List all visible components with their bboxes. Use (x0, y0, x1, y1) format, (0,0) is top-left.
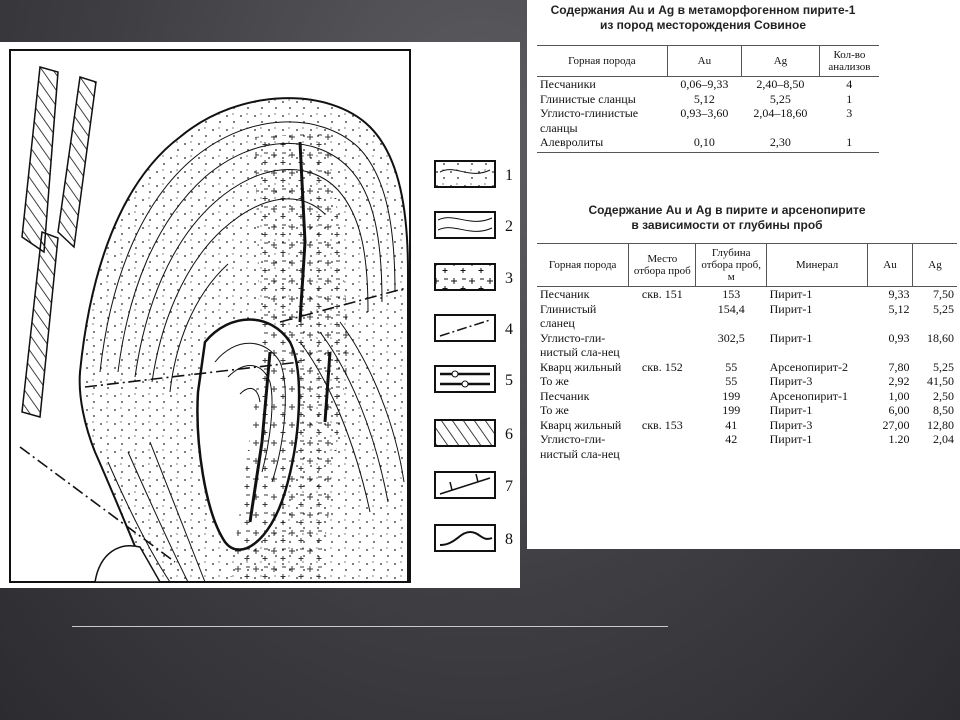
cell-ag: 5,25 (933, 301, 954, 316)
cell-mineral: Арсенопирит-1 (769, 388, 849, 403)
table-row (537, 403, 957, 418)
table1-header-rock: Горная порода (537, 46, 667, 77)
cell-au: 5,12 (888, 301, 910, 316)
cell-depth: 302,5 (717, 330, 745, 345)
cell-mineral: Пирит-1 (769, 432, 813, 446)
hatched-dike-1 (22, 67, 58, 252)
cell-rock: То же (540, 374, 569, 388)
cell-rock: Алевролиты (537, 135, 667, 152)
cell-au: 9,33 (888, 287, 910, 301)
cell-au: 0,93–3,60 (680, 106, 729, 120)
legend-item-6 (435, 420, 513, 446)
geological-map-svg (0, 42, 520, 588)
table-row (537, 389, 957, 404)
cell-ag: 5,25 (769, 91, 791, 106)
cell-rock: Песчаник (540, 388, 590, 403)
table2-header-au: Au (868, 244, 913, 287)
legend-item-1 (435, 161, 513, 187)
table1-header-au: Au (667, 46, 741, 77)
cell-place (629, 374, 696, 389)
cell-ag: 2,40–8,50 (756, 77, 805, 91)
cell-au: 1.20 (888, 432, 910, 446)
tables-panel (527, 0, 960, 549)
cell-mineral: Пирит-1 (769, 403, 813, 417)
cell-ag: 12,80 (927, 417, 954, 432)
cell-mineral: Арсенопирит-2 (769, 359, 849, 374)
cell-count: 3 (846, 106, 853, 120)
cell-rock: Углисто-глинистые сланцы (540, 106, 639, 135)
cell-depth: 55 (725, 374, 738, 388)
table-row (537, 331, 957, 360)
cell-rock: То же (540, 403, 569, 417)
table1-header-count: Кол-во анализов (819, 46, 879, 77)
table-row (537, 302, 957, 331)
table-row (537, 418, 957, 433)
cell-rock: Кварц жильный (540, 359, 622, 374)
table-row (537, 92, 879, 107)
legend-item-2 (435, 212, 513, 238)
cell-place (629, 389, 696, 404)
cell-ag: 2,04–18,60 (753, 106, 808, 120)
cell-place: скв. 153 (641, 417, 683, 432)
cell-place (629, 302, 696, 331)
table2-header-mineral: Минерал (767, 244, 868, 287)
legend-label-2: 2 (505, 218, 513, 235)
legend-label-6: 6 (505, 426, 513, 443)
cell-depth: 199 (722, 388, 741, 403)
table-row (537, 432, 957, 461)
cell-count: 1 (846, 91, 853, 106)
table-row (537, 106, 879, 135)
cell-ag: 2,04 (933, 432, 954, 446)
table1-title-line1: Содержания Au и Ag в метаморфогенном пирите-1 (550, 3, 856, 17)
table2-title-line2: в зависимости от глубины проб (631, 218, 823, 232)
cell-mineral: Пирит-1 (769, 330, 813, 345)
legend-label-3: 3 (505, 270, 513, 287)
table2-header-row (537, 244, 957, 287)
table1 (537, 45, 879, 153)
legend-item-4 (435, 315, 513, 341)
cell-depth: 41 (725, 417, 738, 432)
cell-ag: 2,30 (741, 135, 819, 152)
cell-place (629, 403, 696, 418)
cell-au: 1,00 (888, 388, 910, 403)
geological-map-figure (0, 42, 520, 588)
cell-ag: 5,25 (933, 359, 954, 374)
cell-au: 0,10 (667, 135, 741, 152)
legend-label-4: 4 (505, 321, 513, 338)
cell-place: скв. 152 (641, 359, 683, 374)
cell-au: 5,12 (693, 91, 715, 106)
hatched-dike-3 (22, 232, 58, 417)
table2-header-depth: Глубина отбора проб, м (696, 244, 767, 287)
cell-ag: 41,50 (927, 374, 954, 388)
cell-place (629, 432, 696, 461)
cell-ag: 2,50 (933, 388, 954, 403)
table2-title (557, 203, 897, 233)
table1-header-row (537, 46, 879, 77)
table1-title (533, 3, 873, 33)
cell-au: 27,00 (882, 417, 910, 432)
cell-rock: Углисто-гли-нистый сла-нец (540, 432, 620, 461)
legend-label-5: 5 (505, 372, 513, 389)
cell-place (629, 331, 696, 360)
cell-rock: Углисто-гли-нистый сла-нец (540, 330, 620, 359)
cell-rock: Глинистые сланцы (540, 91, 636, 106)
table-row (537, 77, 879, 92)
table-row (537, 374, 957, 389)
slide-divider-line (72, 626, 668, 627)
cell-count: 1 (819, 135, 879, 152)
table2 (537, 243, 957, 461)
cell-rock: Песчаник (540, 287, 590, 301)
cell-rock: Кварц жильный (540, 417, 622, 432)
cell-au: 0,06–9,33 (680, 77, 729, 91)
cell-mineral: Пирит-1 (769, 301, 813, 316)
legend-label-7: 7 (505, 478, 513, 495)
hatched-dike-2 (58, 77, 96, 247)
cell-depth: 153 (722, 287, 741, 301)
cell-count: 4 (846, 77, 853, 91)
map-legend (435, 161, 513, 551)
table2-header-rock: Горная порода (537, 244, 629, 287)
cell-depth: 199 (722, 403, 741, 417)
table-row (537, 287, 957, 302)
table-row (537, 360, 957, 375)
cell-rock: Глинистый сланец (540, 301, 597, 330)
cell-au: 7,80 (888, 359, 910, 374)
cell-place: скв. 151 (641, 287, 683, 301)
cell-mineral: Пирит-1 (769, 287, 813, 301)
cell-au: 6,00 (888, 403, 910, 417)
legend-item-7 (435, 472, 513, 498)
table2-header-ag: Ag (913, 244, 958, 287)
table-row (537, 135, 879, 152)
legend-item-8 (435, 525, 513, 551)
cell-au: 2,92 (888, 374, 910, 388)
cell-depth: 154,4 (717, 301, 745, 316)
table1-header-ag: Ag (741, 46, 819, 77)
cell-au: 0,93 (888, 330, 910, 345)
legend-item-3 (435, 264, 513, 290)
cell-mineral: Пирит-3 (769, 417, 813, 432)
table2-title-line1: Содержание Au и Ag в пирите и арсенопирите (588, 203, 866, 217)
table1-title-line2: из пород месторождения Совиное (599, 18, 807, 32)
table2-header-place: Место отбора проб (629, 244, 696, 287)
legend-label-8: 8 (505, 531, 513, 548)
cell-ag: 7,50 (933, 287, 954, 301)
cell-rock: Песчаники (540, 77, 596, 91)
legend-label-1: 1 (505, 167, 513, 184)
legend-item-5 (435, 366, 513, 392)
cell-mineral: Пирит-3 (769, 374, 813, 388)
cell-ag: 18,60 (927, 330, 954, 345)
cell-depth: 42 (725, 432, 738, 446)
cell-ag: 8,50 (933, 403, 954, 417)
cell-depth: 55 (725, 359, 738, 374)
